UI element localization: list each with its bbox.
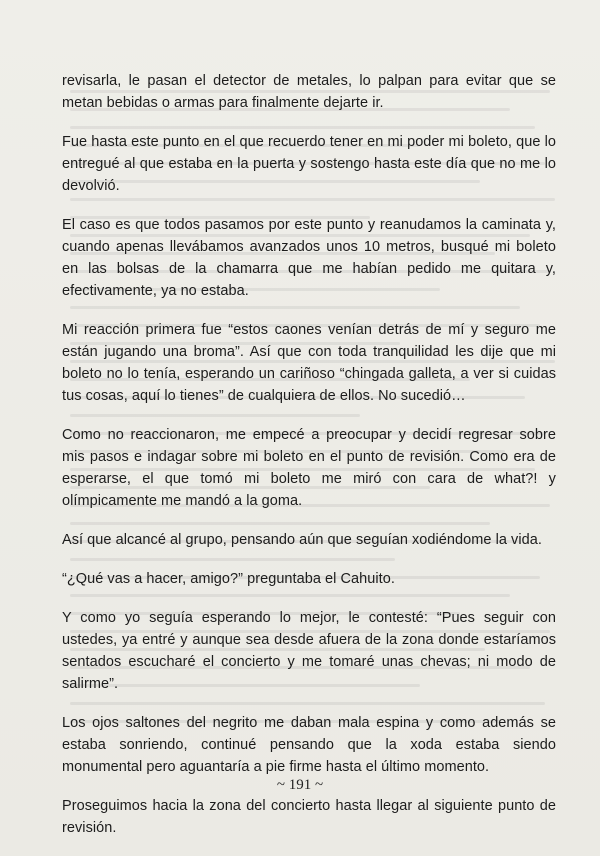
- paragraph: Mi reacción primera fue “estos caones venían detrás de mí y seguro me están jugando una broma”. Así que con toda tranquilidad les dije que mi boleto no lo tenía, esperando un cariñoso “chingada galleta, a ver si cuidas tus cosas, aquí lo tienes” de cualquiera de ellos. No sucedió…: [62, 322, 556, 404]
- paragraph: Proseguimos hacia la zona del concierto hasta llegar al siguiente punto de revisión.: [62, 798, 556, 836]
- paragraph: Así que alcancé al grupo, pensando aún que seguían xodiéndome la vida.: [62, 532, 542, 548]
- paragraph: revisarla, le pasan el detector de metales, lo palpan para evitar que se metan bebidas o armas para finalmente dejarte ir.: [62, 73, 556, 111]
- paragraph: Como no reaccionaron, me empecé a preocupar y decidí regresar sobre mis pasos e indagar sobre mi boleto en el punto de revisión. Como era de esperarse, el que tomó mi boleto me miró con cara de what?! y olímpicamente me mandó a la goma.: [62, 427, 556, 509]
- paragraph: Fue hasta este punto en el que recuerdo tener en mi poder mi boleto, que lo entregué al que estaba en la puerta y sostengo hasta este día que no me lo devolvió.: [62, 134, 556, 194]
- body-text: [62, 70, 556, 856]
- paragraph: Y como yo seguía esperando lo mejor, le contesté: “Pues seguir con ustedes, ya entré y aunque sea desde afuera de la zona donde estaríamos sentados escucharé el concierto y me tomaré unas chevas; ni modo de salirme”.: [62, 610, 556, 692]
- paragraph: El caso es que todos pasamos por este punto y reanudamos la caminata y, cuando apenas llevábamos avanzados unos 10 metros, busqué mi boleto en las bolsas de la chamarra que me habían pedido me quitara y, efectivamente, ya no estaba.: [62, 217, 556, 299]
- page-number: ~ 191 ~: [276, 777, 324, 793]
- paragraph: “¿Qué vas a hacer, amigo?” preguntaba el Cahuito.: [62, 571, 395, 587]
- paragraph: Los ojos saltones del negrito me daban mala espina y como además se estaba sonriendo, continué pensando que la xoda estaba siendo monumental pero aguantaría a pie firme hasta el último momento.: [62, 715, 556, 775]
